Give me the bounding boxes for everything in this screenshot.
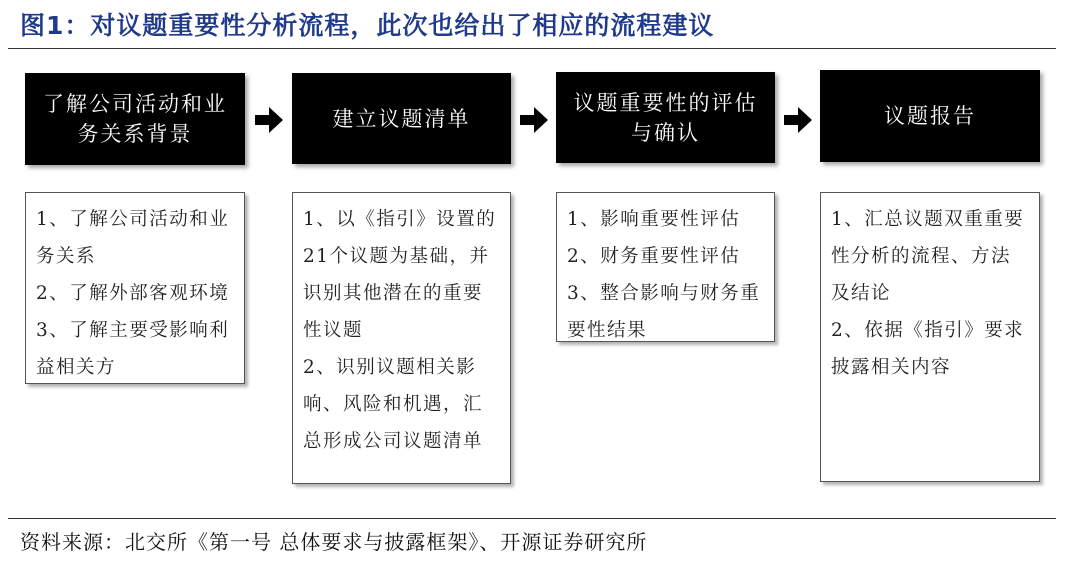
step-2-header-text: 建立议题清单 — [332, 106, 471, 131]
arrow-right-icon — [520, 107, 548, 133]
step-1-header — [25, 73, 245, 165]
arrow-right-icon — [255, 107, 283, 133]
top-divider — [8, 48, 1056, 49]
source-note: 资料来源：北交所《第一号 总体要求与披露框架》、开源证券研究所 — [20, 530, 648, 554]
step-3-header-text: 议题重要性的评估与确认 — [573, 90, 758, 145]
figure-title: 图1：对议题重要性分析流程，此次也给出了相应的流程建议 — [20, 11, 715, 40]
step-3-details — [556, 192, 775, 342]
step-2-header — [292, 73, 511, 164]
step-1-detail-item: 2、了解外部客观环境 — [36, 283, 230, 304]
step-3-header — [556, 72, 775, 163]
step-4-details — [820, 192, 1040, 482]
step-3-detail-item: 1、影响重要性评估 — [567, 209, 741, 230]
step-1-detail-item: 3、了解主要受影响利益相关方 — [36, 320, 230, 378]
step-1-header-text: 了解公司活动和业务关系背景 — [43, 92, 227, 146]
step-4-detail-item: 2、依据《指引》要求披露相关内容 — [831, 320, 1025, 378]
step-4-header — [820, 70, 1040, 162]
step-2-detail-item: 2、识别议题相关影响、风险和机遇，汇总形成公司议题清单 — [303, 357, 484, 452]
step-3-detail-item: 3、整合影响与财务重要性结果 — [567, 283, 761, 341]
step-3-detail-item: 2、财务重要性评估 — [567, 246, 741, 267]
step-4-detail-item: 1、汇总议题双重重要性分析的流程、方法及结论 — [831, 209, 1025, 304]
step-1-detail-item: 1、了解公司活动和业务关系 — [36, 209, 230, 267]
step-2-details — [292, 192, 511, 484]
step-1-details — [25, 192, 245, 384]
step-4-header-text: 议题报告 — [884, 104, 976, 128]
bottom-divider — [8, 518, 1056, 519]
arrow-right-icon — [784, 107, 812, 133]
step-2-detail-item: 1、以《指引》设置的21个议题为基础，并识别其他潜在的重要性议题 — [303, 209, 497, 341]
